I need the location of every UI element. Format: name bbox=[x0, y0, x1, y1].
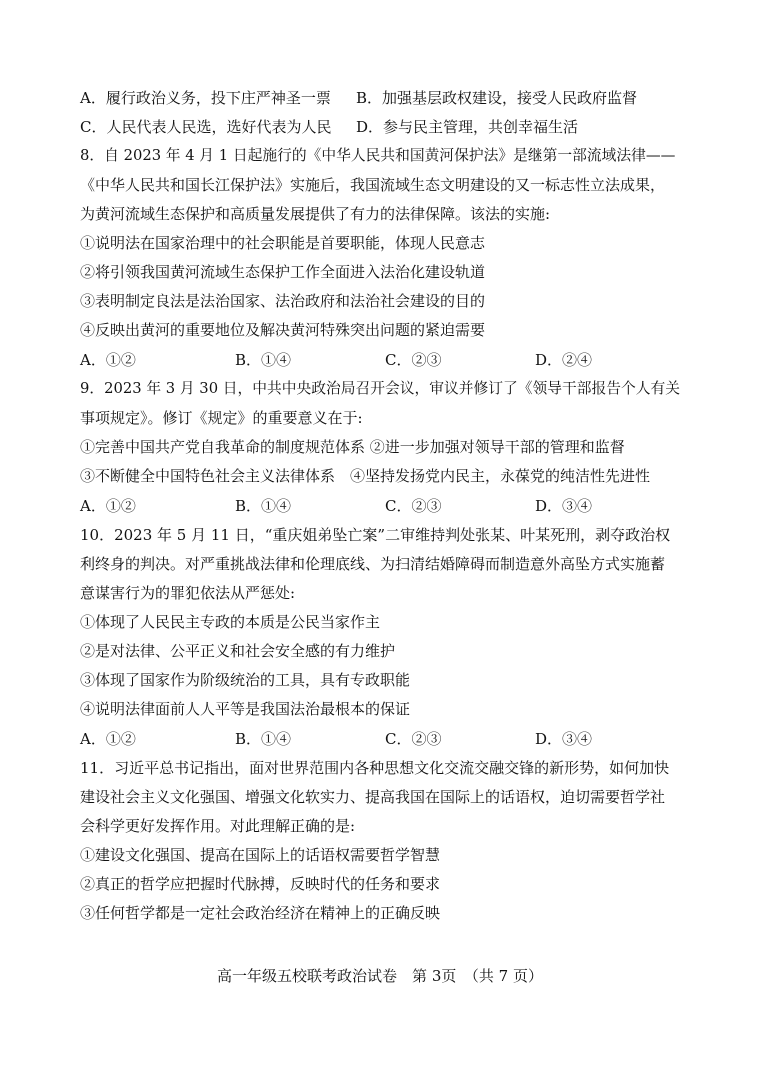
q10-option-b: B．①④ bbox=[235, 730, 292, 748]
q10-options bbox=[80, 729, 680, 749]
q7-options-row-1 bbox=[80, 88, 680, 108]
page-footer: 高一年级五校联考政治试卷 第 3页 （共 7 页） bbox=[217, 967, 543, 985]
q8-stem-line-3: 为黄河流域生态保护和高质量发展提供了有力的法律保障。该法的实施: bbox=[80, 205, 551, 223]
q7-option-b: B．加强基层政权建设，接受人民政府监督 bbox=[356, 89, 638, 107]
q8-item-1: ①说明法在国家治理中的社会职能是首要职能，体现人民意志 bbox=[80, 234, 486, 252]
q7-option-d: D．参与民主管理，共创幸福生活 bbox=[356, 118, 579, 136]
q8-item-3: ③表明制定良法是法治国家、法治政府和法治社会建设的目的 bbox=[80, 292, 486, 310]
q9-option-c: C．②③ bbox=[385, 497, 442, 515]
q8-options bbox=[80, 350, 680, 370]
q9-options bbox=[80, 496, 680, 516]
q9-items-line-1: ①完善中国共产党自我革命的制度规范体系 ②进一步加强对领导干部的管理和监督 bbox=[80, 438, 625, 456]
q10-stem-line-2: 利终身的判决。对严重挑战法律和伦理底线、为扫清结婚障碍而制造意外高坠方式实施蓄 bbox=[80, 555, 666, 573]
q7-option-a: A．履行政治义务，投下庄严神圣一票 bbox=[80, 89, 331, 107]
q10-item-1: ①体现了人民民主专政的本质是公民当家作主 bbox=[80, 613, 381, 631]
q8-stem-line-1: 8．自 2023 年 4 月 1 日起施行的《中华人民共和国黄河保护法》是继第一部流域法律—— bbox=[80, 147, 676, 164]
q10-item-3: ③体现了国家作为阶级统治的工具，具有专政职能 bbox=[80, 671, 411, 689]
q8-option-a: A．①② bbox=[80, 351, 136, 369]
q11-item-1: ①建设文化强国、提高在国际上的话语权需要哲学智慧 bbox=[80, 846, 441, 864]
q11-stem-line-2: 建设社会主义文化强国、增强文化软实力、提高我国在国际上的话语权，迫切需要哲学社 bbox=[80, 788, 666, 806]
q9-stem-line-1: 9．2023 年 3 月 30 日，中共中央政治局召开会议，审议并修订了《领导干部报告个人有关 bbox=[80, 380, 681, 397]
q10-option-a: A．①② bbox=[80, 730, 136, 748]
q10-item-4: ④说明法律面前人人平等是我国法治最根本的保证 bbox=[80, 700, 411, 718]
q9-option-a: A．①② bbox=[80, 497, 136, 515]
q9-option-b: B．①④ bbox=[235, 497, 292, 515]
q11-stem-line-3: 会科学更好发挥作用。对此理解正确的是: bbox=[80, 817, 356, 835]
q11-stem-line-1: 11．习近平总书记指出，面对世界范围内各种思想文化交流交融交锋的新形势，如何加快 bbox=[80, 759, 670, 777]
q10-option-c: C．②③ bbox=[385, 730, 442, 748]
q7-option-c: C．人民代表人民选，选好代表为人民 bbox=[80, 118, 332, 136]
q10-item-2: ②是对法律、公平正义和社会安全感的有力维护 bbox=[80, 642, 396, 660]
q8-item-2: ②将引领我国黄河流域生态保护工作全面进入法治化建设轨道 bbox=[80, 263, 486, 281]
q10-stem-line-1: 10．2023 年 5 月 11 日，“重庆姐弟坠亡案”二审维持判处张某、叶某死刑，剥夺政治权 bbox=[80, 526, 671, 544]
q8-stem-line-2: 《中华人民共和国长江保护法》实施后，我国流域生态文明建设的又一标志性立法成果， bbox=[80, 176, 666, 194]
q11-item-3: ③任何哲学都是一定社会政治经济在精神上的正确反映 bbox=[80, 904, 441, 922]
q9-option-d: D．③④ bbox=[535, 497, 593, 515]
q8-item-4: ④反映出黄河的重要地位及解决黄河特殊突出问题的紧迫需要 bbox=[80, 321, 486, 339]
q8-option-b: B．①④ bbox=[235, 351, 292, 369]
q9-items-line-2: ③不断健全中国特色社会主义法律体系 ④坚持发扬党内民主，永葆党的纯洁性先进性 bbox=[80, 467, 651, 485]
q9-stem-line-2: 事项规定》。修订《规定》的重要意义在于: bbox=[80, 409, 363, 427]
q10-option-d: D．③④ bbox=[535, 730, 593, 748]
q10-stem-line-3: 意谋害行为的罪犯依法从严惩处: bbox=[80, 584, 296, 602]
q8-option-d: D．②④ bbox=[535, 351, 593, 369]
q11-item-2: ②真正的哲学应把握时代脉搏，反映时代的任务和要求 bbox=[80, 875, 441, 893]
q8-option-c: C．②③ bbox=[385, 351, 442, 369]
q7-options-row-2 bbox=[80, 117, 680, 137]
